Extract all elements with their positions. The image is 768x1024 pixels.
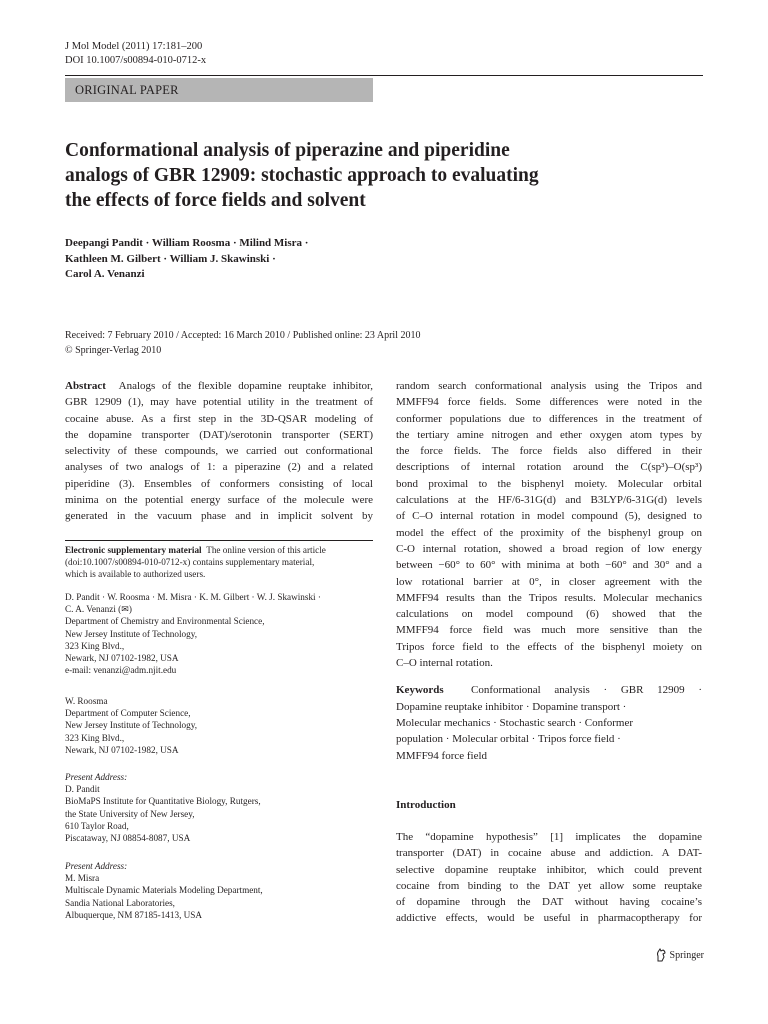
abstract-line: the tertiary amine nitrogen and ether oxygen atom types by [396, 428, 702, 441]
abstract-line: MMFF94 results than the Tripos results. Molecular mechanics [396, 591, 702, 604]
title-line: the effects of force fields and solvent [65, 190, 366, 211]
title-line: Conformational analysis of piperazine and piperidine [65, 140, 510, 161]
publisher-name: Springer [669, 949, 704, 961]
email: e-mail: venanzi@adm.njit.edu [65, 665, 177, 676]
abstract-line: bond proximal to the bisphenyl moiety. Molecular orbital [396, 477, 702, 490]
aff-label: Present Address: [65, 772, 128, 782]
abstract-left [65, 378, 373, 525]
intro-line: transporter (DAT) in cocaine abuse and addiction. A DAT- [396, 847, 702, 860]
aff-line: C. A. Venanzi (✉) [65, 604, 132, 615]
aff-label: Present Address: [65, 861, 128, 871]
abstract-line: piperidine (3). Ensembles of conformers consisting of local [65, 477, 373, 490]
abstract-line: C-O internal rotation, showed a broad region of low energy [396, 542, 702, 555]
introduction-body [396, 829, 702, 927]
keywords-line: Dopamine reuptake inhibitor · Dopamine transport · [396, 700, 627, 713]
article-title [65, 138, 705, 213]
intro-line: The “dopamine hypothesis” [1] implicates the dopamine [396, 831, 702, 843]
abstract-line: analyses of two analogs of 1: a piperazine (2) and a related [65, 461, 373, 474]
esm-line: (doi:10.1007/s00894-010-0712-x) contains supplementary material, [65, 557, 315, 568]
esm-line: which is available to authorized users. [65, 569, 206, 580]
abstract-line: random search conformational analysis using the Tripos and [396, 380, 702, 392]
esm-rule [65, 540, 373, 541]
date-history: Received: 7 February 2010 / Accepted: 16 March 2010 / Published online: 23 April 2010 [65, 330, 421, 341]
copyright: © Springer-Verlag 2010 [65, 344, 162, 356]
keywords-heading: Keywords [396, 684, 444, 697]
esm-line: Electronic supplementary material The online version of this article [65, 545, 326, 555]
abstract-right [396, 378, 702, 764]
abstract-line: cocaine abuse. As a first step in the 3D-QSAR modeling of [65, 412, 373, 425]
affiliation-njit-cs [65, 695, 373, 756]
aff-line: D. Pandit [65, 784, 100, 795]
intro-line: selective dopamine reuptake inhibitor, which could prevent [396, 863, 702, 876]
springer-horse-icon [655, 948, 667, 962]
keywords-line: Keywords Conformational analysis · GBR 12909 · [396, 684, 702, 697]
abstract-line: Tripos force field to the effects of the bisphenyl moiety on [396, 640, 702, 653]
journal-citation: J Mol Model (2011) 17:181–200 [65, 41, 203, 52]
intro-line: addictive effects, would be useful in pharmacoptherapy for [396, 912, 702, 925]
author-list [65, 236, 308, 283]
abstract-line: low rotational barrier at 0°, in closer agreement with the [396, 575, 702, 588]
publisher-footer [655, 948, 704, 962]
abstract-line: calculations at the HF/6-31G(d) and B3LYP/6-31G(d) levels [396, 494, 702, 507]
abstract-line: Abstract Analogs of the flexible dopamine reuptake inhibitor, [65, 380, 373, 392]
esm-heading: Electronic supplementary material [65, 545, 202, 555]
journal-header [65, 40, 206, 68]
aff-line: the State University of New Jersey, [65, 808, 195, 819]
aff-line: New Jersey Institute of Technology, [65, 720, 198, 731]
supplementary-note [65, 544, 373, 581]
aff-line: Department of Chemistry and Environmental Science, [65, 616, 265, 627]
aff-line: Sandia National Laboratories, [65, 897, 175, 908]
intro-line: cocaine from binding to the DAT yet allow some reuptake [396, 879, 702, 892]
aff-line: 323 King Blvd., [65, 640, 125, 651]
introduction-heading: Introduction [396, 799, 456, 811]
aff-line: 610 Taylor Road, [65, 820, 129, 831]
publication-dates [65, 329, 421, 358]
keywords-line: population · Molecular orbital · Tripos force field · [396, 733, 621, 746]
aff-line: Piscataway, NJ 08854-8087, USA [65, 833, 191, 844]
abstract-line: descriptions of internal rotation around the C(sp³)–O(sp³) [396, 461, 702, 474]
aff-line: Albuquerque, NM 87185-1413, USA [65, 909, 203, 920]
title-line: analogs of GBR 12909: stochastic approach to evaluating [65, 165, 539, 186]
abstract-line: GBR 12909 (1), may have potential utility in the treatment of [65, 396, 373, 409]
header-rule [65, 75, 703, 76]
abstract-line: generated in the vacuum phase and in implicit solvent by [65, 510, 373, 523]
abstract-line: C–O internal rotation. [396, 657, 493, 670]
abstract-line: between −60° to 60° with minima at both −60° and 30° and a [396, 559, 702, 572]
keywords-line: MMFF94 force field [396, 749, 488, 762]
affiliation-sandia [65, 860, 373, 921]
aff-line: Newark, NJ 07102-1982, USA [65, 653, 179, 664]
abstract-line: conformer populations due to differences in the treatment of [396, 412, 702, 425]
author-line: Kathleen M. Gilbert · William J. Skawinski · [65, 252, 276, 265]
aff-line: M. Misra [65, 873, 100, 884]
aff-line: New Jersey Institute of Technology, [65, 628, 198, 639]
aff-line: W. Roosma [65, 696, 108, 706]
abstract-line: the force fields. The force fields also differed in their [396, 445, 702, 458]
affiliation-njit-chemistry [65, 591, 373, 676]
affiliation-rutgers [65, 771, 373, 844]
intro-line: of dopamine through the DAT without having cocaine’s [396, 896, 702, 909]
abstract-line: minima on the potential energy surface of the molecule were [65, 494, 373, 507]
keywords-line: Molecular mechanics · Stochastic search · Conformer [396, 716, 634, 729]
abstract-line: the dopamine transporter (DAT)/serotonin transporter (SERT) [65, 428, 373, 441]
aff-line: 323 King Blvd., [65, 732, 125, 743]
abstract-line: of C–O internal rotation in model compound (5), designed to [396, 510, 702, 523]
abstract-line: MMFF94 force field was much more sensitive than the [396, 624, 702, 637]
author-line: Carol A. Venanzi [65, 268, 145, 280]
abstract-line: selectivity of these compounds, we carried out conformational [65, 445, 373, 458]
doi: DOI 10.1007/s00894-010-0712-x [65, 55, 207, 66]
abstract-line: MMFF94 force fields. Some differences were noted in the [396, 396, 702, 409]
aff-line: D. Pandit · W. Roosma · M. Misra · K. M. Gilbert · W. J. Skawinski · [65, 592, 321, 602]
abstract-line: model the effect of the proximity of the bisphenyl group on [396, 526, 702, 539]
aff-line: Newark, NJ 07102-1982, USA [65, 744, 179, 755]
abstract-line: calculations on model compound (6) showed that the [396, 608, 702, 621]
aff-line: BioMaPS Institute for Quantitative Biology, Rutgers, [65, 796, 261, 807]
article-category: ORIGINAL PAPER [65, 78, 373, 102]
aff-line: Department of Computer Science, [65, 708, 191, 719]
aff-line: Multiscale Dynamic Materials Modeling Department, [65, 885, 263, 896]
abstract-heading: Abstract [65, 380, 106, 392]
author-line: Deepangi Pandit · William Roosma · Milind Misra · [65, 237, 309, 249]
